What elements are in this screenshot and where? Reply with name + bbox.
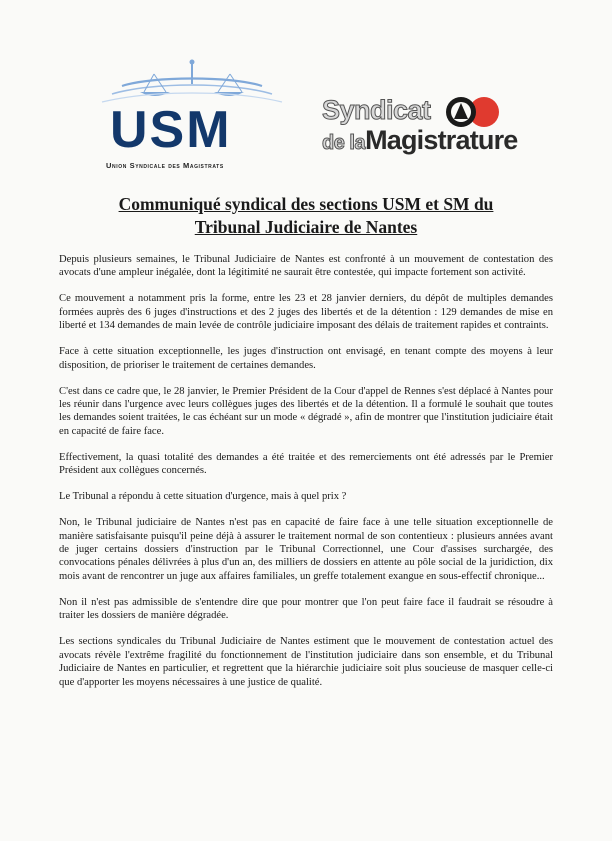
- usm-logo: [92, 58, 292, 178]
- paragraph-2: Ce mouvement a notamment pris la forme, entre les 23 et 28 janvier derniers, du dépôt de multiples demandes formées auprès des 6 juges d'instructions et des 2 juges des libertés et de la détention : 129 demandes de mise en liberté et 134 demandes de main levée de contrôle judiciaire imposant des délais de traitement rapides et contraints.: [59, 293, 553, 332]
- paragraph-3: Face à cette situation exceptionnelle, les juges d'instruction ont envisagé, en tenant compte des moyens à leur disposition, de prioriser le traitement de certaines demandes.: [59, 346, 553, 371]
- usm-letters: USM: [110, 101, 232, 159]
- communique-title: [60, 193, 552, 239]
- title-line-1: Communiqué syndical des sections USM et SM du: [118, 194, 494, 214]
- usm-subtitle: Union Syndicale des Magistrats: [106, 161, 224, 170]
- sm-logo-line2: [322, 127, 518, 154]
- paragraph-4: C'est dans ce cadre que, le 28 janvier, le Premier Président de la Cour d'appel de Rennes s'est déplacé à Nantes pour les réunir dans l'urgence avec leurs collègues juges des libertés et de la détention. Il a formulé le souhait que toutes les demandes soient traitées, le cas échéant sur un mode « dégradé », afin de montrer que l'institution judiciaire était en capacité de faire face.: [59, 385, 553, 437]
- paragraph-5: Effectivement, la quasi totalité des demandes a été traitée et des remerciements ont été adressés par le Premier Président aux collègues concernés.: [59, 451, 553, 477]
- title-line-2: Tribunal Judiciaire de Nantes: [194, 217, 418, 237]
- sm-logo-de-la: de la: [322, 132, 366, 154]
- paragraph-9: Les sections syndicales du Tribunal Judiciaire de Nantes estiment que le mouvement de contestation actuel des avocats révèle l'extrême fragilité du fonctionnement de l'institution judiciaire dans son ensemble, et du Tribunal Judiciaire de Nantes en particulier, et regrettent que la hiérarchie judiciaire soit plus soucieuse de masquer celle-ci que d'apporter les moyens nécessaires à une justice de qualité.: [59, 636, 553, 688]
- communique-body: [59, 253, 553, 702]
- paragraph-6: Le Tribunal a répondu à cette situation d'urgence, mais à quel prix ?: [59, 491, 347, 503]
- sm-circles-icon: [440, 95, 502, 129]
- paragraph-1: Depuis plusieurs semaines, le Tribunal Judiciaire de Nantes est confronté à un mouvement de contestation des avocats d'une ampleur inégalée, dont la légitimité ne saurait être contestée, qui impacte fortement son activité.: [59, 254, 553, 279]
- paragraph-8: Non il n'est pas admissible de s'entendre dire que pour montrer que l'on peut faire face il faudrait se résoudre à traiter les dossiers de manière dégradée.: [59, 596, 553, 622]
- sm-logo-magistrature: Magistrature: [365, 125, 518, 155]
- sm-logo: [322, 97, 532, 167]
- paragraph-7: Non, le Tribunal judiciaire de Nantes n'est pas en capacité de faire face à une telle situation exceptionnelle de manière satisfaisante puisqu'il peine déjà à assurer le traitement normal de son contentieux : plusieurs années avant de juger certains dossiers d'instruction par le Tribunal Correctionnel, une Cour d'assises surchargée, des convocations pénales délivrées à plus d'un an, des milliers de dossiers en attente au pôle social de la juridiction, dix mois avant de rencontrer un juge aux affaires familiales, un greffe totalement exangue en sous-effectif chronique...: [59, 517, 553, 582]
- sm-logo-line1: Syndicat: [322, 95, 431, 125]
